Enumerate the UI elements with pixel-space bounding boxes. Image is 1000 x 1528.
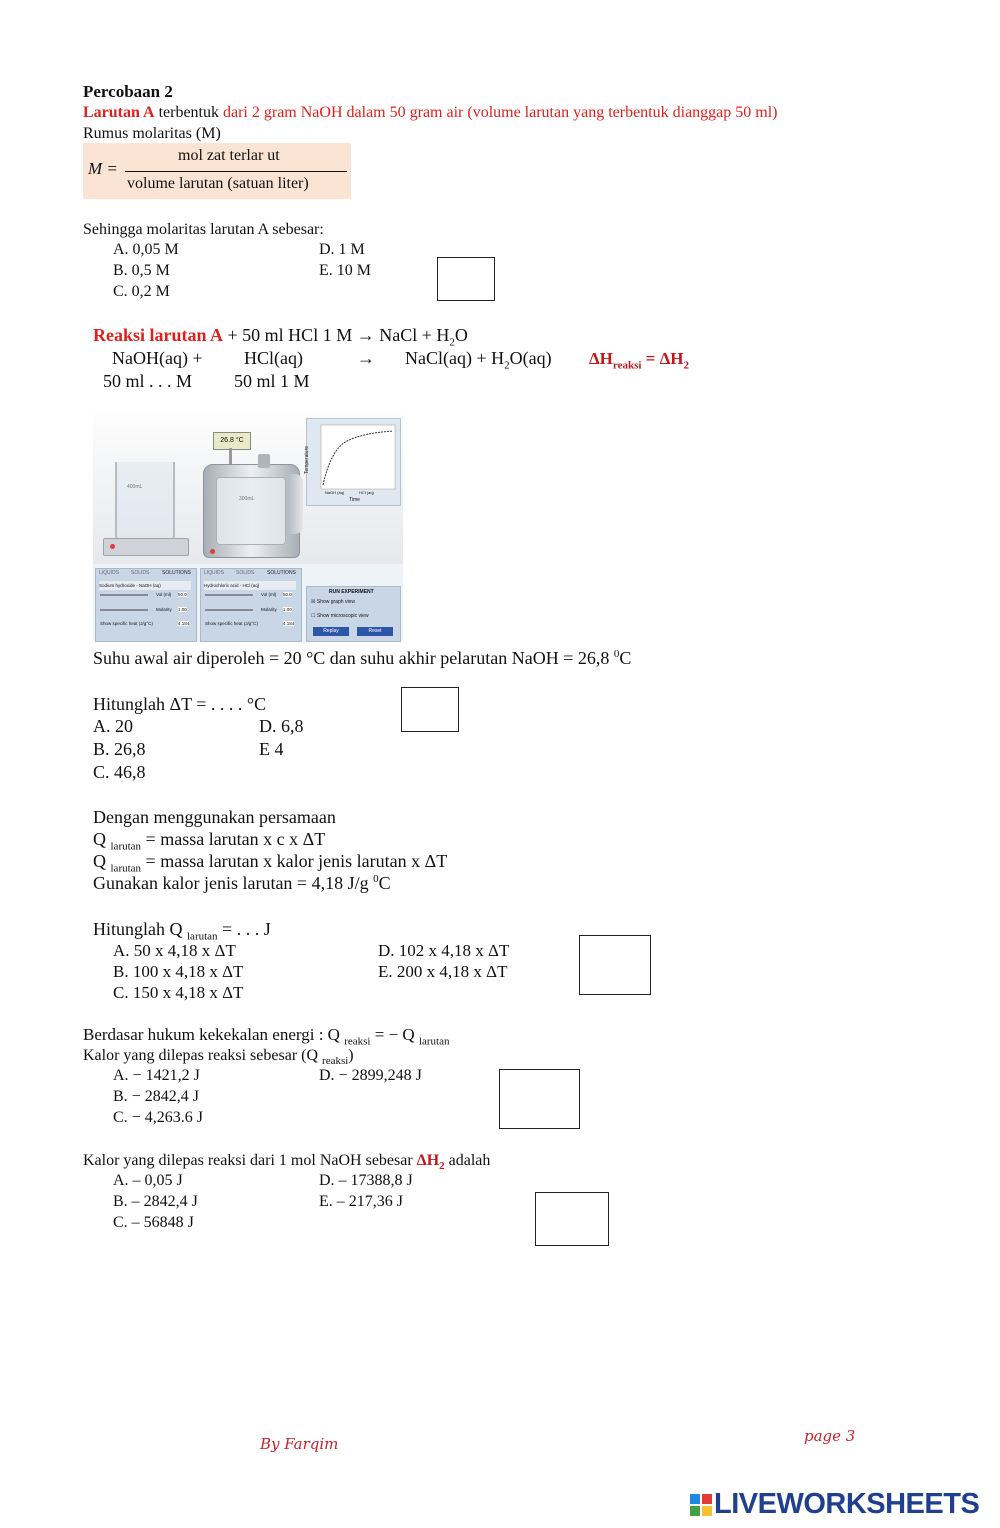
right-solution-panel: LIQUIDS SOLIDS SOLUTIONS Hydrochloric acid - HCl (aq) Vol (ml) 50.0 Molarity 1.00 Show specific heat (J/g°C) 4.184 <box>200 568 302 642</box>
replay-button: Replay <box>313 627 349 636</box>
q1-option-b: B. 0,5 M <box>113 262 170 279</box>
q4-option-a: A. − 1421,2 J <box>113 1067 200 1084</box>
reaction-products: NaCl(aq) + $H_2O(aq)$ <box>405 348 552 372</box>
q4-prompt: Kalor yang dilepas reaksi sebesar (Q $_{reaksi}$) <box>83 1047 354 1068</box>
fraction-bar <box>125 171 347 172</box>
q3-option-d: D. 102 x 4,18 x ΔT <box>378 941 510 960</box>
liveworksheets-logo-icon <box>690 1494 712 1516</box>
run-experiment-panel: RUN EXPERIMENT ☒ Show graph view ☐ Show microscopic view Replay Reset <box>306 586 401 642</box>
q1-option-c: C. 0,2 M <box>113 283 170 300</box>
q5-prompt: Kalor yang dilepas reaksi dari 1 mol NaOH sebesar $\Delta H_2$ adalah <box>83 1152 491 1173</box>
delta-h-reaksi: $\Delta H_{reaksi} = \Delta H_2$ <box>589 349 689 372</box>
q3-option-b: B. 100 x 4,18 x ΔT <box>113 962 244 981</box>
q5-option-e: E. – 217,36 J <box>319 1193 403 1210</box>
energy-conservation: Berdasar hukum kekekalan energi : Q $_{reaksi}$ = − Q $_{larutan}$ <box>83 1025 450 1048</box>
q1-answer-box[interactable] <box>437 257 495 301</box>
thermometer-display: 26.8 °C <box>213 432 251 450</box>
larutan-a-mid: terbentuk <box>154 104 223 121</box>
reaction-hcl: HCl(aq) <box>244 348 303 368</box>
equation-intro: Dengan menggunakan persamaan <box>93 807 336 827</box>
beaker-icon: 400mL <box>115 462 175 542</box>
q5-option-d: D. – 17388,8 J <box>319 1172 413 1189</box>
left-solution-panel: LIQUIDS SOLIDS SOLUTIONS Sodium hydroxide - NaOH (aq) Vol (ml) 50.0 Molarity 1.00 Show specific heat (J/g°C) 4.184 <box>95 568 197 642</box>
reaction-naoh: NaOH(aq) + <box>112 348 203 368</box>
q1-option-e: E. 10 M <box>319 262 371 279</box>
temperature-graph: Temperature Time NaOH (aq) HCl (aq) <box>306 418 401 506</box>
formula-numerator: mol zat terlar ut <box>178 147 280 164</box>
reaction-naoh-volume: 50 ml . . . M <box>103 371 193 391</box>
larutan-a-label: Larutan A <box>83 104 155 121</box>
q2-option-c: C. 46,8 <box>93 762 146 782</box>
equation-line-1: Q $_{larutan}$ = massa larutan x c x ΔT <box>93 829 326 853</box>
q2-option-b: B. 26,8 <box>93 739 146 759</box>
q3-option-e: E. 200 x 4,18 x ΔT <box>378 962 508 981</box>
formula-lhs: M = <box>88 159 118 178</box>
liveworksheets-brand: LIVEWORKSHEETS <box>714 1488 980 1520</box>
q5-option-c: C. – 56848 J <box>113 1214 194 1231</box>
calorimeter-icon: 300mL <box>203 464 300 558</box>
q2-prompt: Hitunglah ΔT = . . . . °C <box>93 694 267 714</box>
q1-option-d: D. 1 M <box>319 241 365 258</box>
reaction-line-1: Reaksi larutan A + 50 ml HCl 1 M → NaCl + $H_2O$ <box>93 325 468 349</box>
q3-option-c: C. 150 x 4,18 x ΔT <box>113 983 244 1002</box>
specific-heat-statement: Gunakan kalor jenis larutan = 4,18 J/g $^0$C <box>93 873 391 893</box>
q1-prompt: Sehingga molaritas larutan A sebesar: <box>83 221 324 238</box>
q2-option-a: A. 20 <box>93 716 133 736</box>
temperature-curve <box>307 419 400 505</box>
q2-option-e: E 4 <box>259 739 284 759</box>
q5-answer-box[interactable] <box>535 1192 609 1246</box>
page-number: page 3 <box>804 1427 856 1445</box>
rumus-label: Rumus molaritas (M) <box>83 125 221 142</box>
q3-prompt: Hitunglah Q $_{larutan}$ = . . . J <box>93 919 271 943</box>
scale-icon <box>103 538 189 556</box>
reaction-title: Reaksi larutan A <box>93 325 224 345</box>
q4-option-b: B. − 2842,4 J <box>113 1088 199 1105</box>
temperature-statement: Suhu awal air diperoleh = 20 °C dan suhu akhir pelarutan NaOH = 26,8 $^0$C <box>93 648 632 668</box>
reaction-hcl-volume: 50 ml 1 M <box>234 371 310 391</box>
author-credit: By Farqim <box>260 1435 339 1453</box>
calorimeter-simulation <box>93 412 403 642</box>
q1-option-a: A. 0,05 M <box>113 241 179 258</box>
q5-option-a: A. – 0,05 J <box>113 1172 183 1189</box>
q4-option-d: D. − 2899,248 J <box>319 1067 422 1084</box>
reset-button: Reset <box>357 627 393 636</box>
molarity-formula <box>83 143 351 199</box>
q3-option-a: A. 50 x 4,18 x ΔT <box>113 941 236 960</box>
larutan-a-detail: dari 2 gram NaOH dalam 50 gram air (volume larutan yang terbentuk dianggap 50 ml) <box>223 104 778 121</box>
q4-option-c: C. − 4,263.6 J <box>113 1109 203 1126</box>
q2-option-d: D. 6,8 <box>259 716 304 736</box>
q3-answer-box[interactable] <box>579 935 651 995</box>
q5-option-b: B. – 2842,4 J <box>113 1193 198 1210</box>
arrow-icon: → <box>356 325 375 345</box>
q2-answer-box[interactable] <box>401 687 459 732</box>
section-title: Percobaan 2 <box>83 82 173 101</box>
equation-line-2: Q $_{larutan}$ = massa larutan x kalor jenis larutan x ΔT <box>93 851 448 875</box>
reaction-arrow-icon: → <box>357 348 375 368</box>
q4-answer-box[interactable] <box>499 1069 580 1129</box>
larutan-a-description <box>83 104 778 122</box>
formula-denominator: volume larutan (satuan liter) <box>127 175 309 192</box>
